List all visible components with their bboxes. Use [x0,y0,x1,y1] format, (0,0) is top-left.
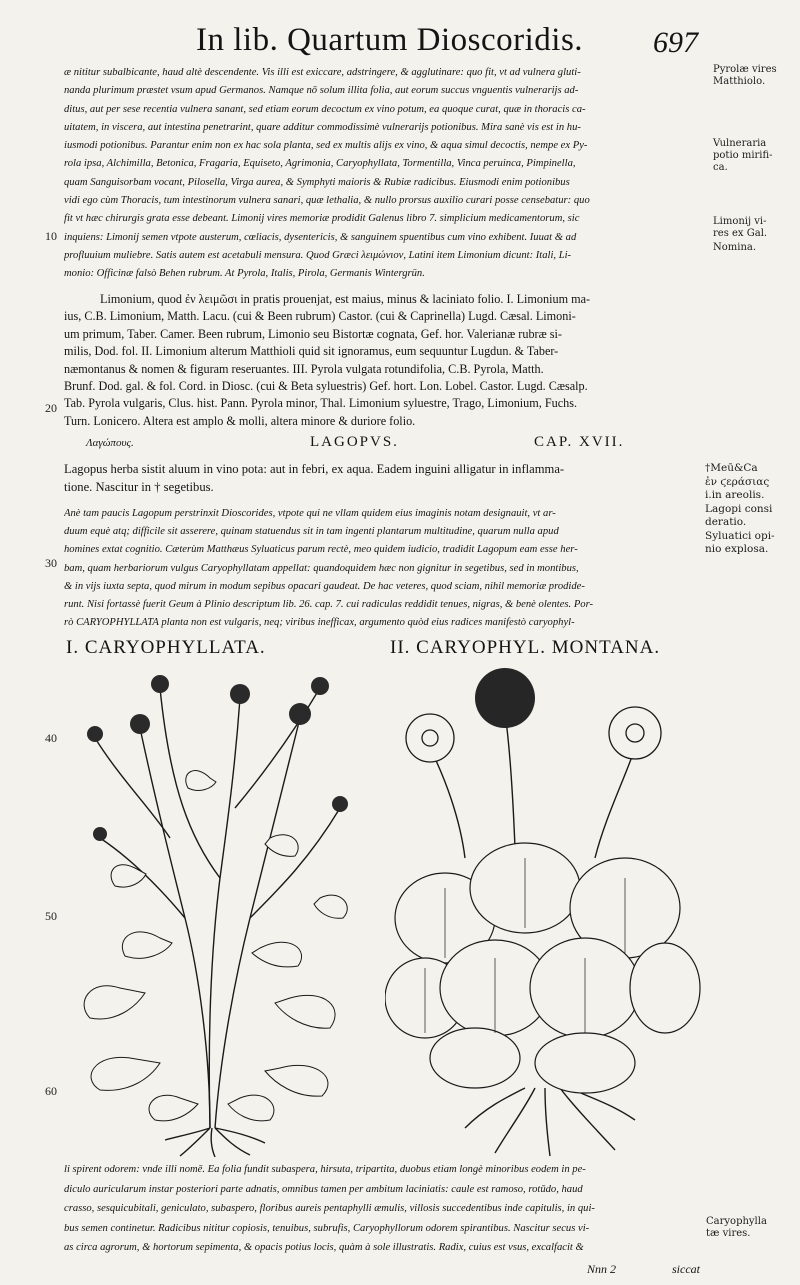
text-line: & in vijs iuxta septa, quod mirum in modum sepibus opacari gaudeat. De hac veteres, quod sciam, nihil memoriæ prodide- [64,580,585,592]
margin-note-line: Caryophylla [706,1216,767,1227]
text-line: milis, Dod. fol. II. Limonium alterum Matthioli quid sit ignoramus, eum sequuntur Lugdun. & Taber- [64,344,559,359]
signature-mark: Nnn 2 [587,1262,617,1276]
margin-note-meu [705,462,775,557]
text-line: monio: Officinæ falsò Behen rubrum. At Pyrola, Italis, Pirola, Germanis Wintergrün. [64,268,425,280]
text-line: nanda plurimum præstet vsum apud Germanos. Namque nō solum illita folia, aut eorum succus vnguentis vulnerarijs ad- [64,85,579,97]
text-line: quam Sanguisorbam vocant, Pilosella, Virga aurea, & Symphyti maioris & Rubiæ radicibus. Eiusmodi enim potionibus [64,176,570,188]
text-line: rola ipsa, Alchimilla, Betonica, Fragaria, Equiseto, Agrimonia, Caryophyllata, Tormentilla, Vinca peruinca, Pimpinella, [64,158,576,170]
text-line: Turn. Lonicero. Altera est amplo & molli, altera minore & duriore folio. [64,413,416,428]
text-line: um primum, Taber. Camer. Been rubrum, Limonio seu Bistortæ cognata, Gef. hor. Valerianæ rubræ si- [64,326,562,341]
text-line: uitatem, in viscera, aut intestina penetrarint, quare additur commodissimè vulnerarijs potionibus. Mira sanè vis est in hu- [64,121,581,133]
line-number: 30 [45,556,57,570]
chapter-greek-name: Λαγώπους. [86,437,134,449]
text-line: rò CARYOPHYLLATA planta non est vulgaris, neq; viribus inefficax, argumento quòd eius radices manifestò caryophyl- [64,617,575,629]
margin-note-limonij [713,216,767,240]
text-line: li spirent odorem: vnde illi nomē. Ea folia fundit subaspera, hirsuta, tripartita, duobus etiam longè minoribus eodem in pe- [64,1164,586,1175]
text-line: vidi ego cùm Thoracis, tum intestinorum vulnera sanari, quæ lethalia, & nullo prorsus auxilio curari posse censebatur: quo [64,195,590,207]
margin-note-vulneraria [713,138,773,174]
line-number: 50 [45,909,57,923]
footer-line [587,1262,700,1277]
margin-note-line: Pyrolæ vires [713,64,777,75]
description-caryophyllata [64,1160,710,1258]
margin-note-line: nio explosa. [705,543,769,555]
margin-note-line: ca. [713,162,728,173]
text-line: ditus, aut per sese recentia vulnera sanant, sed etiam eorum decoctum ex vino potum, ea quoque curat, quæ in thoracis ca- [64,103,586,115]
line-number: 60 [45,1084,57,1098]
line-number: 10 [45,229,57,243]
margin-note-line: res ex Gal. [713,228,768,239]
chapter-number: CAP. XVII. [534,434,625,450]
commentary-pyrola [64,64,710,284]
margin-note-line: deratio. [705,516,747,528]
figure-caption-left: I. CARYOPHYLLATA. [66,637,266,658]
text-line: ius, C.B. Limonium, Matth. Lacu. (cui & Been rubrum) Castor. (cui & Caprinella) Lugd. Cæsal. Limoni- [64,309,576,324]
chapter-heading [64,434,710,454]
line-number: 20 [45,401,57,415]
margin-note-line: †Meū&Ca [705,462,758,474]
text-line: bus semen continetur. Radicibus nititur copiosis, tenuibus, subrufis, Caryophyllorum odorem spirantibus. Nascitur secus vi- [64,1222,590,1234]
text-line: profluuium muliebre. Satis autem est acetabuli mensura. Quod Græci λειμώνιον, Latini item Limonium dicunt: Itali, Li- [64,249,572,261]
margin-note-line: Nomina. [713,242,757,253]
line-number: 40 [45,731,57,745]
margin-note-line: i.in areolis. [705,489,765,501]
text-line: crasso, sesquicubitali, geniculato, subaspero, floribus aureis pentaphylli æmulis, villosis succedentibus inde capitulis, in qui- [64,1203,595,1214]
margin-note-line: tæ vires. [706,1228,751,1239]
figure-caption-right: II. CARYOPHYL. MONTANA. [390,637,661,658]
chapter-title: LAGOPVS. [310,434,399,450]
text-line: iusmodi potionibus. Parantur enim non ex hac sola planta, sed ex multis alijs ex vino, & aqua simul decoctis, nempe ex Py- [64,140,588,152]
caryophyllata-montana-woodcut [385,658,705,1158]
text-line: homines extat cognitio. Cæterùm Matthæus Syluaticus parum rectè, meo quidem iudicio, tradidit Lagopum eam esse her- [64,544,578,556]
text-line: bam, quam herbariorum vulgus Caryophyllatam appellat: quandoquidem hæc non gignitur in segetibus, sed in montibus, [64,562,579,574]
synonyms-limonium [64,291,710,430]
margin-note-line: Syluatici opi- [705,529,775,542]
text-line: as circa agrorum, & hortorum sepimenta, & opacis potius locis, quàm à sole illustratis. Radix, cuius est vsus, excalfacit & [64,1242,584,1253]
margin-note-caryophyllatae [706,1216,767,1240]
margin-note-line: Matthiolo. [713,76,766,87]
text-line: tione. Nascitur in † segetibus. [64,480,214,494]
caryophyllata-woodcut [60,658,380,1158]
margin-note-line: ἐν ϛεράσιας [705,475,770,488]
page-number: 697 [653,26,698,59]
text-line: Limonium, quod ἐν λειμῶσι in pratis prouenjat, est maius, minus & laciniato folio. I. Limonium ma- [100,292,591,306]
margin-note-pyrola [713,64,777,88]
margin-note-line: Vulneraria [713,138,767,149]
margin-note-nomina [713,242,756,254]
text-line: næmontanus & nomen & figuram reseruantes. III. Pyrola vulgata rotundifolia, C.B. Pyrola, Matth. [64,361,544,376]
text-line: duum equè atq; difficile sit asserere, quinam statuendus sit in tam ingenti plantarum multitudine, quarum nulla apud [64,526,559,538]
dioscorides-text [64,460,710,496]
text-line: æ nititur subalbicante, haud altè descendente. Vis illi est exiccare, adstringere, & agglutinare: quo fit, vt ad vulnera gluti- [64,67,581,78]
text-line: Anè tam paucis Lagopum perstrinxit Dioscorides, vtpote qui ne vllam quidem eius imaginis notam designauit, vt ar- [64,508,556,519]
margin-note-line: potio mirifi- [713,150,773,161]
catchword: siccat [672,1262,701,1276]
text-line: Tab. Pyrola vulgaris, Clus. hist. Pann. Pyrola minor, Thal. Limonium syluestre, Trago, Limonium, Fuchs. [64,396,578,411]
text-line: Lagopus herba sistit aluum in vino pota: aut in febri, ex aqua. Eadem inguini alligatur in inflamma- [64,462,565,476]
commentary-lagopus [64,505,710,632]
running-head: In lib. Quartum Dioscoridis. [196,22,584,58]
text-line: fit vt hæc chirurgis grata esse debeant. Limonij vires memoriæ prodidit Galenus libro 7. simplicium medicamentorum, sic [64,213,580,225]
text-line: Brunf. Dod. gal. & fol. Cord. in Diosc. (cui & Beta syluestris) Gef. hort. Lon. Lobel. Castor. Lugd. Cæsalp. [64,379,588,394]
margin-note-line: Lagopi consi [705,502,773,515]
text-line: inquiens: Limonij semen vtpote austerum, cœliacis, dysentericis, & sanguinem spuentibus cum vino exhibent. Iuuat & ad [64,231,577,243]
text-line: diculo auricularum instar posteriori parte adnatis, omnibus tamen per ambitum laciniatis: caule est ramoso, rotūdo, haud [64,1183,583,1195]
text-line: runt. Nisi fortassè fuerit Geum à Plinio descriptum lib. 26. cap. 7. cui radiculas reddidit tenues, nigras, & benè olentes. Por- [64,599,594,611]
margin-note-line: Limonij vi- [713,216,767,227]
